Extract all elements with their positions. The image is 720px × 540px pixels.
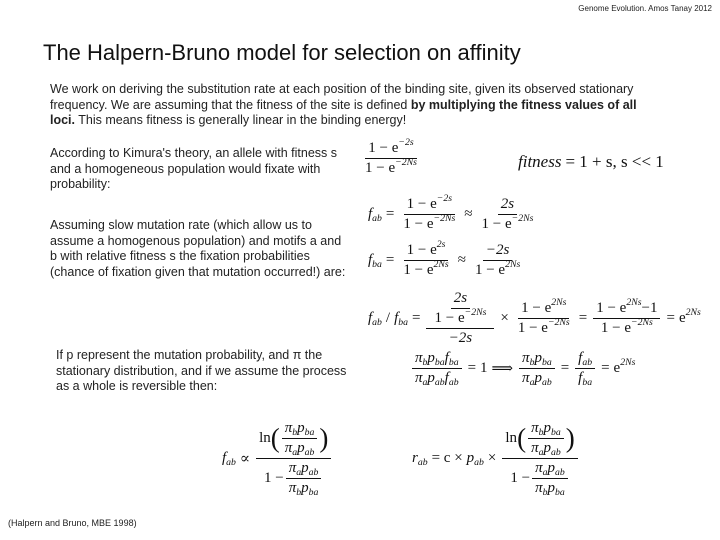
fixation-denominator: 1 − e: [365, 160, 396, 176]
intro-paragraph: [50, 82, 660, 129]
f-ab-approx-denominator: 1 − e: [481, 216, 512, 232]
prop-one-minus: 1 −: [264, 470, 284, 486]
f-ba-equation: [368, 239, 525, 279]
citation: (Halpern and Bruno, MBE 1998): [8, 518, 137, 528]
fitness-equation: [518, 152, 668, 172]
slide-header: Genome Evolution. Amos Tanay 2012: [578, 4, 712, 13]
kimura-paragraph: According to Kimura's theory, an allele with fitness s and a homogeneous population would fixate with probability:: [50, 146, 338, 191]
f-ba-approx-denominator-exponent: 2Ns: [505, 259, 521, 271]
f-ba-numerator-exponent: 2s: [436, 239, 446, 251]
fixation-denominator-exponent: −2Ns: [395, 157, 417, 169]
reversible-paragraph: If p represent the mutation probability, and π the stationary distribution, and if we assume the process as a whole is reversible then:: [56, 348, 347, 393]
f-ab-proportional-equation: [222, 420, 333, 497]
ratio-f-ba: f: [394, 310, 399, 326]
f-ab-numerator-exponent: −2s: [436, 193, 453, 205]
proportional-sign: ∝: [239, 451, 251, 467]
f-ab-fraction: [400, 193, 458, 233]
f-ab-denominator: 1 − e: [403, 216, 434, 232]
rev-f-fraction: $\frac{f_{ab}}{f_{ba}}$: [575, 350, 595, 387]
equals-sign: =: [560, 360, 570, 376]
r-ab-subscript: ab: [417, 456, 428, 468]
f-ba-approx-fraction: [472, 242, 523, 279]
fixation-probability-equation: [360, 137, 422, 177]
prop-ln: ln: [259, 430, 271, 446]
equals-sign: =: [666, 310, 675, 326]
ratio-f-ba-subscript: ba: [398, 316, 409, 328]
r-ab-ln: ln: [505, 430, 518, 446]
fixation-fraction: [362, 137, 420, 177]
times-sign: ×: [487, 450, 497, 466]
ratio-third-fraction: [593, 297, 660, 337]
f-ba-denominator: 1 − e: [403, 262, 434, 278]
ratio-first-fraction: [426, 290, 494, 347]
f-ba-subscript: ba: [372, 258, 382, 270]
implies-arrow: ⟹: [491, 361, 514, 377]
ratio-equation: $f_{ab}$ / $f_{ba}$ = $\frac{\frac{2s}{1 - e^{-2Ns}}}{-2s}$ × $\frac{1 - e^{2Ns}}{1 - e^{-2Ns}}$ = $\frac{1 - e^{2Ns}-1}{1 - e^{-2Ns}}$ = $e^{2Ns}$: [368, 290, 701, 346]
f-ab-symbol: f: [368, 206, 373, 222]
approx-sign: ≈: [464, 206, 473, 222]
times-sign: ×: [500, 310, 509, 326]
f-ba-fraction: [400, 239, 451, 279]
ratio-third-numerator: 1 − e: [596, 300, 627, 316]
rev-right-fraction: $\frac{\pi_bp_{ba}}{\pi_ap_{ab}}$: [519, 350, 555, 387]
prop-fraction: ln ( $\frac{\pi_bp_{ba}}{\pi_ap_{ab}}$ ) 1 − $\frac{\pi_ap_{ab}}{\pi_bp_{ba}}$: [256, 420, 331, 497]
equals-sign: =: [467, 360, 477, 376]
r-ab-one-minus: 1 −: [510, 470, 531, 486]
intro-text-end: This means fitness is generally linear in the binding energy!: [75, 113, 407, 127]
r-ab-equation: $r_{ab}$ = c × $p_{ab}$ × ln ( $\frac{\pi_bp_{ba}}{\pi_ap_{ab}}$ ) 1 − $\frac{\pi_ap_{ab}}{\pi_bp_{ba}}$: [412, 420, 580, 497]
f-ab-denominator-exponent: −2Ns: [433, 213, 456, 225]
f-ba-numerator: 1 − e: [406, 242, 437, 258]
ratio-third-denominator-exponent: −2Ns: [631, 317, 653, 329]
prop-f-ab-subscript: ab: [226, 456, 236, 468]
ratio-second-denominator: 1 − e: [517, 320, 548, 336]
f-ba-approx-numerator: −2s: [483, 242, 512, 261]
ratio-f-ab: f: [368, 310, 373, 326]
ratio-result-exponent: 2Ns: [685, 307, 701, 319]
ratio-first-denominator: −2s: [448, 330, 473, 346]
ratio-second-fraction: [515, 297, 573, 337]
rev-left-fraction: $\frac{\pi_bp_{ba}f_{ba}}{\pi_ap_{ab}f_{ab}}$: [412, 350, 462, 387]
ratio-inner-numerator: 2s: [451, 290, 470, 309]
fitness-label: fitness: [518, 152, 562, 171]
fixation-numerator: 1 − e: [368, 140, 399, 156]
ratio-second-numerator: 1 − e: [521, 300, 552, 316]
f-ab-numerator: 1 − e: [406, 196, 437, 212]
f-ba-symbol: f: [368, 252, 373, 268]
prop-f-ab: f: [222, 450, 227, 466]
fixation-numerator-exponent: −2s: [398, 137, 414, 149]
ratio-inner-exponent: −2Ns: [464, 307, 487, 319]
ratio-third-minus-one: −1: [641, 300, 658, 316]
f-ab-subscript: ab: [372, 212, 382, 224]
equals-sign: =: [578, 310, 588, 326]
equals-sign: =: [385, 252, 395, 268]
intro-bold-text: by multiplying the fitness values of all loci.: [50, 97, 637, 127]
rev-exponent: 2Ns: [620, 357, 636, 369]
f-ab-approx-denominator-exponent: −2Ns: [511, 213, 534, 225]
slow-mutation-paragraph: Assuming slow mutation rate (which allow us to assume a homogenous population) and motifs a and b with relative fitness s the fixation probabilities (chance of fixation given that mutation occurred!) are:: [50, 218, 346, 279]
ratio-second-numerator-exponent: 2Ns: [551, 297, 567, 309]
r-ab-symbol: r: [412, 450, 418, 466]
ratio-f-ab-subscript: ab: [372, 316, 382, 328]
f-ba-approx-denominator: 1 − e: [474, 262, 506, 278]
f-ab-equation: [368, 193, 538, 233]
ratio-third-denominator: 1 − e: [600, 320, 632, 336]
f-ba-denominator-exponent: 2Ns: [433, 259, 449, 271]
equals-sign: =: [601, 360, 610, 376]
equals-sign: =: [385, 206, 395, 222]
f-ab-approx-fraction: [479, 196, 537, 233]
intro-text-start: We work on deriving the substitution rate at each position of the binding site, given its observed stationary frequency. We are assuming that the fitness of the site is defined: [50, 82, 634, 112]
r-ab-fraction: ln ( $\frac{\pi_bp_{ba}}{\pi_ap_{ab}}$ ) 1 − $\frac{\pi_ap_{ab}}{\pi_bp_{ba}}$: [502, 420, 577, 497]
f-ab-approx-numerator: 2s: [498, 196, 517, 215]
reversibility-equation: $\frac{\pi_bp_{ba}f_{ba}}{\pi_ap_{ab}f_{ab}}$ = 1 ⟹ $\frac{\pi_bp_{ba}}{\pi_ap_{ab}}$ = $\frac{f_{ab}}{f_{ba}}$ = $e^{2Ns}$: [410, 350, 635, 387]
fitness-definition: = 1 + s, s << 1: [565, 152, 664, 171]
c-times: = c ×: [431, 450, 463, 466]
ratio-third-numerator-exponent: 2Ns: [626, 297, 642, 309]
equals-sign: =: [412, 310, 421, 326]
ratio-second-denominator-exponent: −2Ns: [547, 317, 570, 329]
ratio-inner-denominator: 1 − e: [434, 310, 465, 326]
approx-sign: ≈: [457, 252, 466, 268]
slide-title: The Halpern-Bruno model for selection on affinity: [43, 40, 521, 65]
